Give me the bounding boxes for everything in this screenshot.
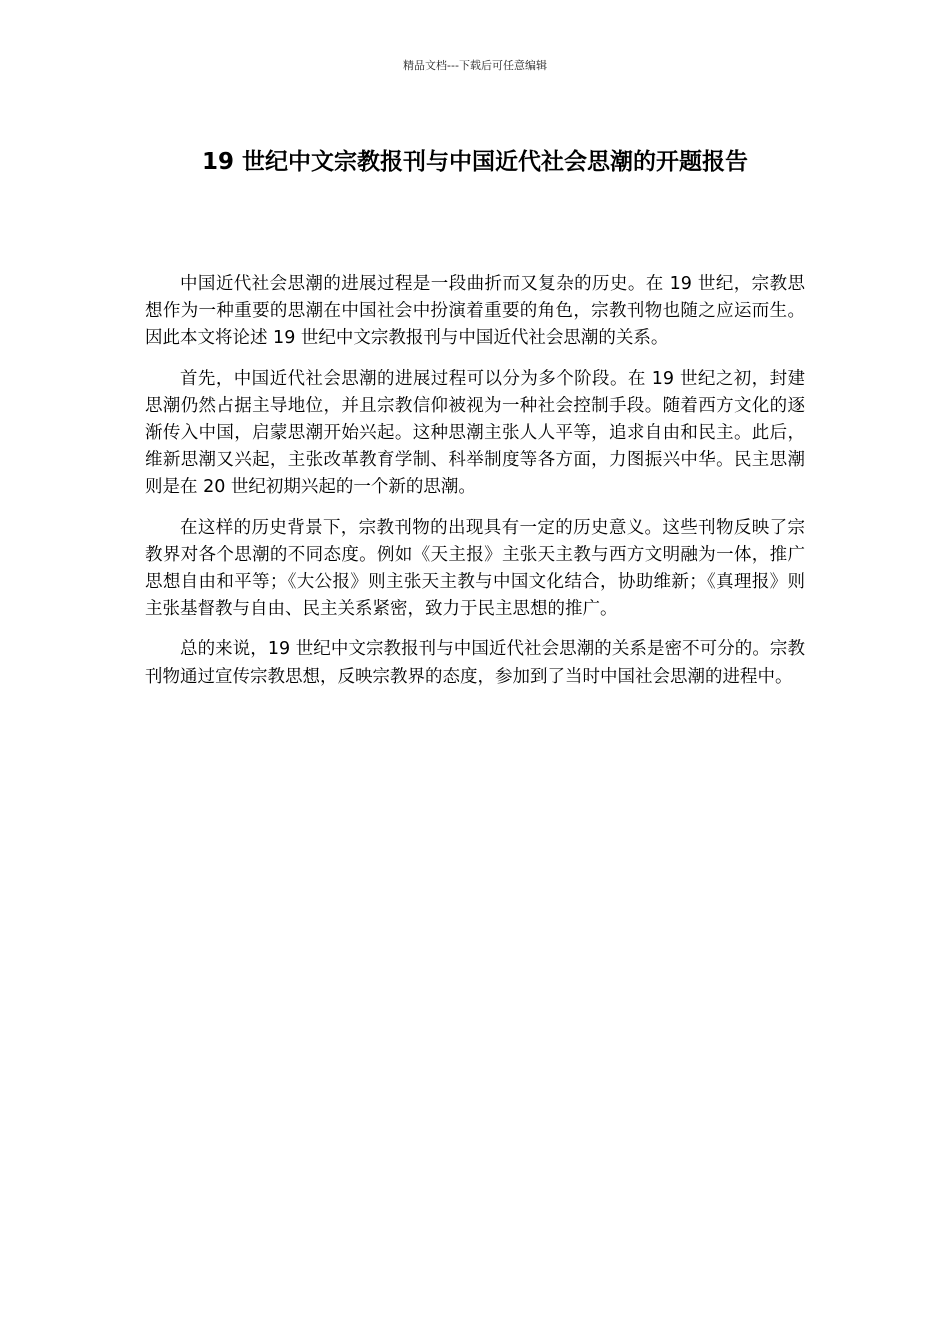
- paragraph-stages: 首先，中国近代社会思潮的进展过程可以分为多个阶段。在 19 世纪之初，封建思潮仍然占据主导地位，并且宗教信仰被视为一种社会控制手段。随着西方文化的逐渐传入中国，启蒙思潮开始兴起。这种思潮主张人人平等，追求自由和民主。此后，维新思潮又兴起，主张改革教育学制、科举制度等各方面，力图振兴中华。民主思潮则是在 20 世纪初期兴起的一个新的思潮。: [145, 368, 805, 498]
- document-body: [145, 271, 805, 704]
- paragraph-periodicals: 在这样的历史背景下，宗教刊物的出现具有一定的历史意义。这些刊物反映了宗教界对各个思潮的不同态度。例如《天主报》主张天主教与西方文明融为一体，推广思想自由和平等；《大公报》则主张天主教与中国文化结合，协助维新；《真理报》则主张基督教与自由、民主关系紧密，致力于民主思想的推广。: [145, 517, 805, 620]
- paragraph-intro: 中国近代社会思潮的进展过程是一段曲折而又复杂的历史。在 19 世纪，宗教思想作为一种重要的思潮在中国社会中扮演着重要的角色，宗教刊物也随之应运而生。因此本文将论述 19 世纪中文宗教报刊与中国近代社会思潮的关系。: [145, 274, 805, 349]
- page-header: 精品文档---下载后可任意编辑: [403, 59, 547, 72]
- document-title: 19 世纪中文宗教报刊与中国近代社会思潮的开题报告: [201, 149, 748, 175]
- paragraph-conclusion: 总的来说，19 世纪中文宗教报刊与中国近代社会思潮的关系是密不可分的。宗教刊物通过宣传宗教思想，反映宗教界的态度，参加到了当时中国社会思潮的进程中。: [145, 639, 805, 687]
